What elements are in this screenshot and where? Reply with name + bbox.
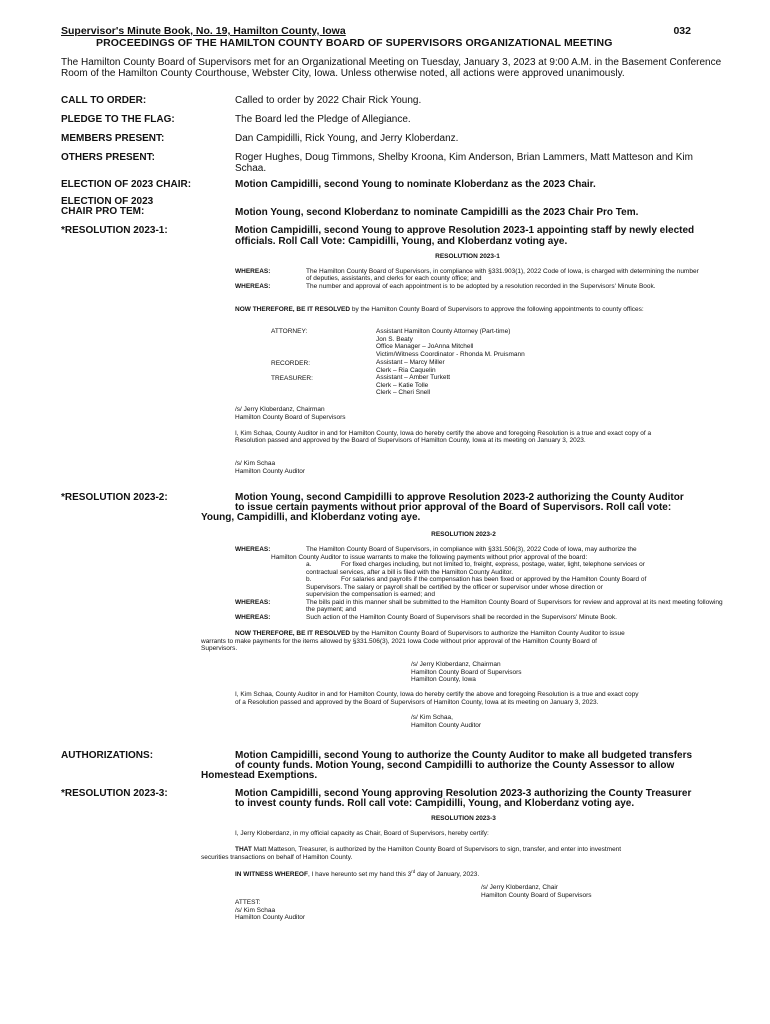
resolution-2-auditor-signature: /s/ Kim Schaa, xyxy=(411,714,453,721)
attest-signature: /s/ Kim Schaa xyxy=(235,906,276,914)
header-line xyxy=(61,25,691,37)
resolution-3-label: *RESOLUTION 2023-3: xyxy=(61,788,168,799)
attest-label: ATTEST: xyxy=(235,899,261,906)
resolution-1-whereas-1: The Hamilton County Board of Supervisors, in compliance with §331.903(1), 2022 Code of Iowa, is charged with determining the number of deputies, assistants, and clerks for each county office; and xyxy=(306,268,699,283)
resolution-1-now-text: by the Hamilton County Board of Supervisors to approve the following appointments to county offices: xyxy=(351,306,644,313)
resolution-2-signature-1: /s/ Jerry Kloberdanz, Chairman xyxy=(411,661,501,668)
resolution-2-motion-3: Young, Campidilli, and Kloberdanz voting aye. xyxy=(201,512,421,523)
resolution-3-motion-1: Motion Campidilli, second Young approving Resolution 2023-3 authorizing the County Treasurer xyxy=(235,788,692,799)
resolution-2-now-label: NOW THEREFORE, BE IT RESOLVED xyxy=(235,630,351,637)
treasurer-line-3: Clerk – Cheri Snell xyxy=(376,389,431,396)
treasurer-label: TREASURER: xyxy=(271,375,313,382)
item-a-text-2: contractual services, after a bill is filed with the Hamilton County Auditor. xyxy=(306,568,514,576)
resolution-3-signature-1: /s/ Jerry Kloberdanz, Chair xyxy=(481,884,558,891)
election-pro-tem-text: Motion Young, second Kloberdanz to nominate Campidilli as the 2023 Chair Pro Tem. xyxy=(235,207,639,218)
resolution-1-auditor-signature: /s/ Kim Schaa xyxy=(235,460,276,467)
resolution-2-whereas-3: Such action of the Hamilton County Board of Supervisors shall be recorded in the Supervisors' Minute Book. xyxy=(306,614,617,621)
item-a-label: a. xyxy=(306,561,312,568)
header-book-title: Supervisor's Minute Book, No. 19, Hamilton County, Iowa xyxy=(61,25,346,37)
members-present-label: MEMBERS PRESENT: xyxy=(61,133,165,144)
intro-paragraph: The Hamilton County Board of Supervisors met for an Organizational Meeting on Tuesday, January 3, 2023 at 9:00 A.M. in the Basement Conference Room of the Hamilton County Courthouse, Webster City, Iowa. Unless otherwise noted, all actions were approved unanimously. xyxy=(61,57,722,79)
resolution-2-label: *RESOLUTION 2023-2: xyxy=(61,492,168,503)
election-pro-tem-label-2: CHAIR PRO TEM: xyxy=(61,206,145,217)
recorder-label: RECORDER: xyxy=(271,360,311,367)
resolution-2-whereas-label-3: WHEREAS: xyxy=(235,614,271,621)
attorney-line-3: Office Manager – JoAnna Mitchell xyxy=(376,343,474,350)
others-present-label: OTHERS PRESENT: xyxy=(61,152,155,163)
resolution-1-signature-1: /s/ Jerry Kloberdanz, Chairman xyxy=(235,406,325,413)
item-b-text-1: For salaries and payrolls if the compensation has been fixed or approved by the Hamilton County Board of xyxy=(341,576,647,583)
resolution-1-signature-2: Hamilton County Board of Supervisors xyxy=(235,414,346,421)
resolution-1-label: *RESOLUTION 2023-1: xyxy=(61,225,168,236)
authorizations-text-1: Motion Campidilli, second Young to authorize the County Auditor to make all budgeted transfers xyxy=(235,750,693,761)
resolution-2-motion-2: to issue certain payments without prior approval of the Board of Supervisors. Roll call vote: xyxy=(235,502,672,513)
resolution-3-that-text-2: securities transactions on behalf of Hamilton County. xyxy=(201,853,353,861)
resolution-1-now-therefore xyxy=(235,306,665,313)
resolution-1-now-label: NOW THEREFORE, BE IT RESOLVED xyxy=(235,306,351,313)
resolution-2-whereas-label-1: WHEREAS: xyxy=(235,546,271,553)
authorizations-text-2: of county funds. Motion Young, second Campidilli to authorize the County Assessor to allow xyxy=(235,760,675,771)
recorder-line-2: Clerk – Ria Caquelin xyxy=(376,366,436,374)
call-to-order-label: CALL TO ORDER: xyxy=(61,95,147,106)
resolution-1-title: RESOLUTION 2023-1 xyxy=(435,253,500,260)
attorney-label: ATTORNEY: xyxy=(271,328,308,335)
call-to-order-text: Called to order by 2022 Chair Rick Young. xyxy=(235,95,422,106)
resolution-1-whereas-label-2: WHEREAS: xyxy=(235,283,271,290)
resolution-2-signature-3: Hamilton County, Iowa xyxy=(411,676,476,683)
resolution-2-whereas-1b: Hamilton County Auditor to issue warrants to make the following payments without prior approval of the board: xyxy=(271,553,588,561)
item-b-text-3: supervision the compensation is earned; and xyxy=(306,591,435,598)
authorizations-label: AUTHORIZATIONS: xyxy=(61,750,154,761)
resolution-3-that xyxy=(235,846,621,853)
resolution-3-witness-sup: rd xyxy=(411,869,416,874)
resolution-2-whereas-label-2: WHEREAS: xyxy=(235,599,271,606)
resolution-2-now-text-1: by the Hamilton County Board of Supervisors to authorize the Hamilton County Auditor to issue xyxy=(351,630,625,637)
resolution-3-witness-text-b: day of January, 2023. xyxy=(415,871,480,879)
election-chair-label: ELECTION OF 2023 CHAIR: xyxy=(61,179,192,190)
resolution-1-whereas-2: The number and approval of each appointment is to be adopted by a resolution recorded in the Supervisors' Minute Book. xyxy=(306,283,656,290)
resolution-3-that-label: THAT xyxy=(235,846,252,853)
resolution-2-certification-2: of a Resolution passed and approved by the Board of Supervisors of Hamilton County, Iowa at its meeting on January 3, 2023. xyxy=(235,698,599,706)
election-pro-tem-label-1: ELECTION OF 2023 xyxy=(61,196,154,207)
resolution-2-whereas-1a: The Hamilton County Board of Supervisors, in compliance with §331.506(3), 2022 Code of Iowa, may authorize the xyxy=(306,546,637,553)
resolution-1-auditor-title: Hamilton County Auditor xyxy=(235,468,306,475)
resolution-1-motion: Motion Campidilli, second Young to approve Resolution 2023-1 appointing staff by newly elected officials. Roll Call Vote: Campidilli, Young, and Kloberdanz voting aye. xyxy=(235,225,695,247)
resolution-3-that-text-1: Matt Matteson, Treasurer, is authorized by the Hamilton County Board of Supervisors to sign, transfer, and enter into investment xyxy=(253,846,622,853)
page-number: 032 xyxy=(673,25,691,37)
attorney-line-2: Jon S. Beaty xyxy=(376,335,413,343)
resolution-1-certification: I, Kim Schaa, County Auditor in and for Hamilton County, Iowa do hereby certify the above and foregoing Resolution is a true and exact copy of a Resolution passed and approved by the Board of Supervisors of Hamilton County, Iowa at its meeting on January 3, 2023. xyxy=(235,430,652,445)
resolution-2-now-text-3: Supervisors. xyxy=(201,645,238,652)
document-title: PROCEEDINGS OF THE HAMILTON COUNTY BOARD OF SUPERVISORS ORGANIZATIONAL MEETING xyxy=(96,37,613,49)
attest-title: Hamilton County Auditor xyxy=(235,914,306,921)
item-b-text-2: Supervisors. The salary or payroll shall be certified by the officer or supervisor under whose direction or xyxy=(306,583,603,591)
item-a-text-1: For fixed charges including, but not limited to, freight, express, postage, water, light, telephone services or xyxy=(341,561,645,568)
item-b-label: b. xyxy=(306,576,312,583)
resolution-2-motion-1: Motion Young, second Campidilli to approve Resolution 2023-2 authorizing the County Auditor xyxy=(235,492,684,503)
pledge-text: The Board led the Pledge of Allegiance. xyxy=(235,114,411,125)
recorder-line-1: Assistant – Marcy Miller xyxy=(376,359,445,366)
resolution-2-certification-1: I, Kim Schaa, County Auditor in and for Hamilton County, Iowa do hereby certify the above and foregoing Resolution is a true and exact copy xyxy=(235,691,639,698)
resolution-2-signature-2: Hamilton County Board of Supervisors xyxy=(411,668,522,676)
members-present-text: Dan Campidilli, Rick Young, and Jerry Kloberdanz. xyxy=(235,133,459,144)
resolution-2-whereas-2: The bills paid in this manner shall be submitted to the Hamilton County Board of Supervisors for review and approval at its next meeting following the payment; and xyxy=(306,599,723,614)
resolution-3-intro: I, Jerry Kloberdanz, in my official capacity as Chair, Board of Supervisors, hereby certify: xyxy=(235,830,489,837)
pledge-label: PLEDGE TO THE FLAG: xyxy=(61,114,175,125)
resolution-1-whereas-label-1: WHEREAS: xyxy=(235,268,271,275)
resolution-2-now-text-2: warrants to make payments for the items allowed by §331.506(3), 2021 Iowa Code without prior approval of the Hamilton County Board of xyxy=(201,637,597,645)
resolution-2-now-therefore xyxy=(235,630,625,637)
resolution-3-motion-2: to invest county funds. Roll call vote: Campidilli, Young, and Kloberdanz voting aye. xyxy=(235,798,635,809)
attorney-line-1: Assistant Hamilton County Attorney (Part-time) xyxy=(376,328,511,335)
others-present-text: Roger Hughes, Doug Timmons, Shelby Kroona, Kim Anderson, Brian Lammers, Matt Matteson and Kim Schaa. xyxy=(235,152,693,174)
treasurer-line-1: Assistant – Amber Turkett xyxy=(376,374,451,381)
resolution-3-witness-label: IN WITNESS WHEREOF xyxy=(235,871,308,879)
treasurer-line-2: Clerk – Katie Tolle xyxy=(376,381,429,389)
resolution-3-title: RESOLUTION 2023-3 xyxy=(431,815,496,822)
resolution-3-signature-2: Hamilton County Board of Supervisors xyxy=(481,891,592,899)
resolution-2-title: RESOLUTION 2023-2 xyxy=(431,531,496,538)
resolution-2-auditor-title: Hamilton County Auditor xyxy=(411,721,482,729)
authorizations-text-3: Homestead Exemptions. xyxy=(201,770,318,781)
resolution-3-witness xyxy=(235,868,479,879)
election-chair-text: Motion Campidilli, second Young to nominate Kloberdanz as the 2023 Chair. xyxy=(235,179,596,190)
resolution-3-witness-text-a: , I have hereunto set my hand this 3 xyxy=(307,871,412,879)
attorney-line-4: Victim/Witness Coordinator - Rhonda M. Pruismann xyxy=(376,350,525,358)
